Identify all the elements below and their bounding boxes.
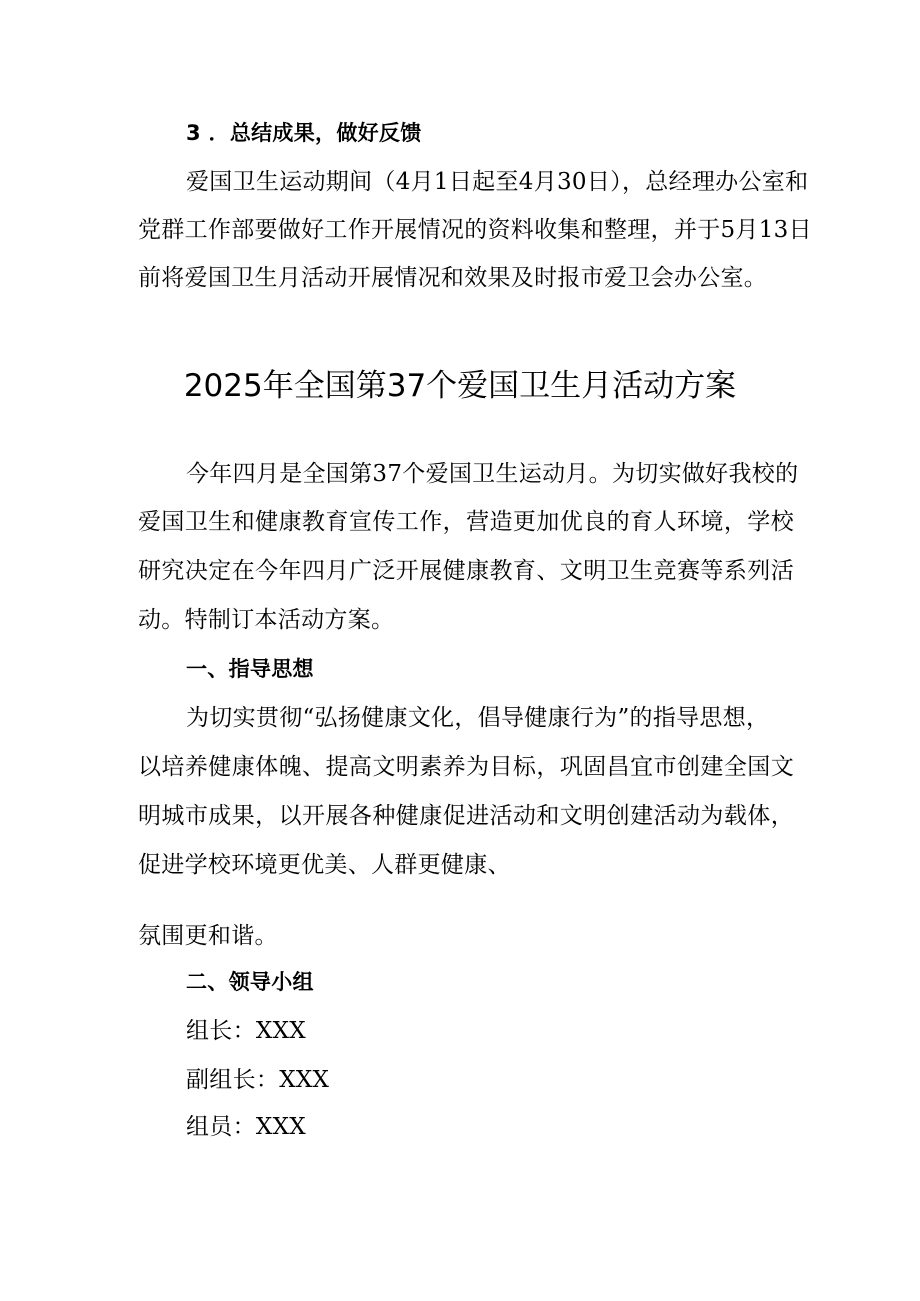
section-3-line-3: 前将爱国卫生月活动开展情况和效果及时报市爱卫会办公室。 — [138, 265, 768, 291]
guiding-line-2: 以培养健康体魄、提高文明素养为目标，巩固昌宜市创建全国文 — [138, 754, 794, 780]
intro-line-3: 研究决定在今年四月广泛开展健康教育、文明卫生竞赛等系列活 — [138, 558, 794, 584]
guiding-line-3: 明城市成果，以开展各种健康促进活动和文明创建活动为载体， — [138, 803, 794, 829]
group-leader: 组长：XXX — [186, 1018, 306, 1044]
group-members: 组员：XXX — [186, 1114, 306, 1140]
intro-line-4: 动。特制订本活动方案。 — [138, 607, 395, 633]
section-3-line-2: 党群工作部要做好工作开展情况的资料收集和整理，并于5月13日 — [138, 217, 812, 243]
intro-line-2: 爱国卫生和健康教育宣传工作，营造更加优良的育人环境，学校 — [138, 509, 794, 535]
guiding-heading: 一、指导思想 — [186, 657, 314, 681]
deputy-group-leader: 副组长：XXX — [186, 1067, 330, 1093]
intro-line-1: 今年四月是全国第37个爱国卫生运动月。为切实做好我校的 — [186, 461, 799, 487]
section-3-heading: 3 ．总结成果，做好反馈 — [186, 121, 422, 145]
document-title: 2025年全国第37个爱国卫生月活动方案 — [183, 368, 737, 404]
guiding-line-4: 促进学校环境更优美、人群更健康、 — [138, 852, 511, 878]
guiding-line-5: 氛围更和谐。 — [138, 923, 278, 949]
section-3-line-1: 爱国卫生运动期间（4月1日起至4月30日），总经理办公室和 — [186, 169, 809, 195]
guiding-line-1: 为切实贯彻“弘扬健康文化，倡导健康行为”的指导思想， — [186, 705, 770, 731]
leadership-heading: 二、领导小组 — [186, 970, 314, 994]
